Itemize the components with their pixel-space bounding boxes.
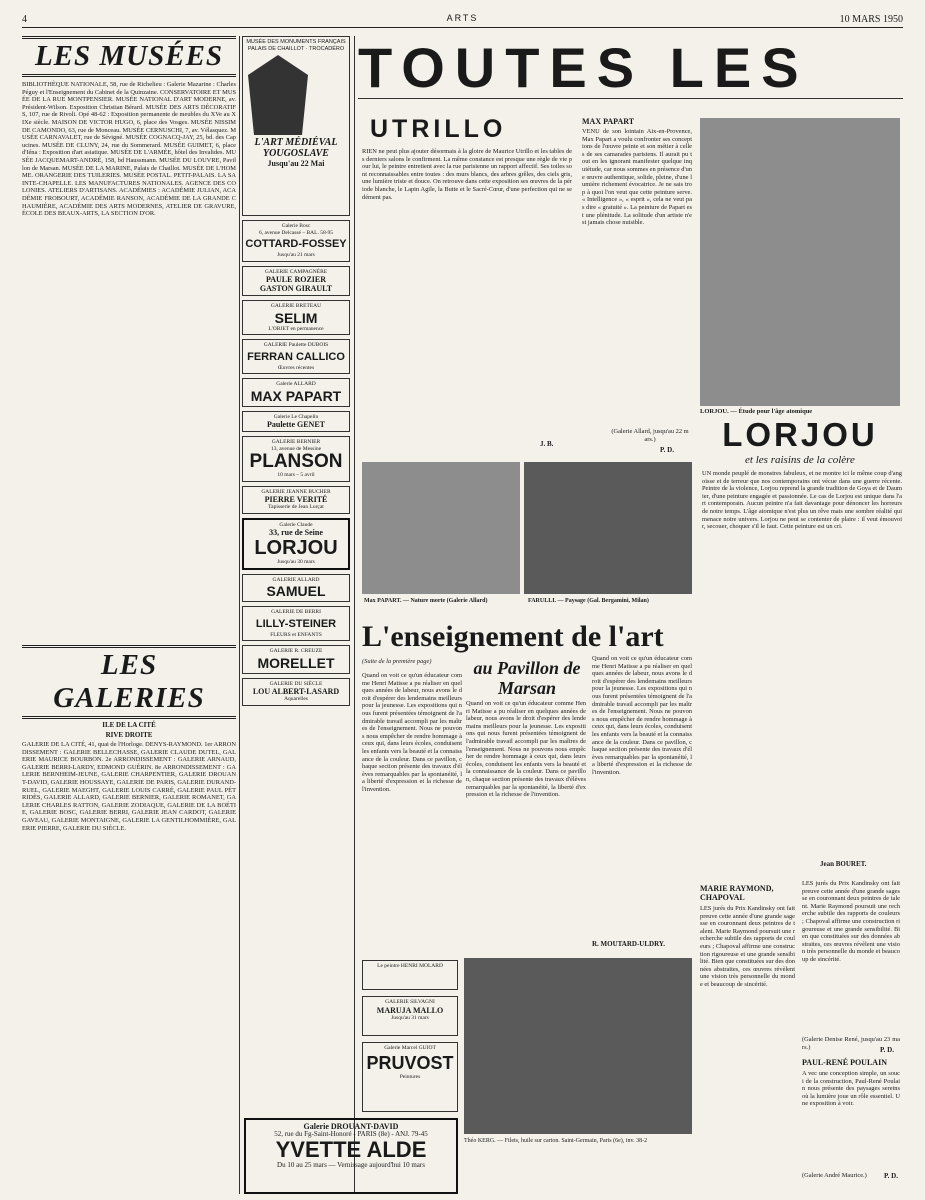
ad-top: GALERIE BRETEAU bbox=[270, 303, 322, 309]
poulain-credit: (Galerie André Maurice.) bbox=[802, 1172, 867, 1179]
page-headline: TOUTES LES bbox=[358, 38, 903, 99]
ad-top: GALERIE BERNIER bbox=[271, 439, 321, 445]
newspaper-title: ARTS bbox=[446, 13, 479, 23]
ad-dates: Œuvres récentes bbox=[277, 364, 315, 371]
ad-dates: Jusqu'au 22 Mai bbox=[267, 159, 325, 168]
ad-artist: COTTARD-FOSSEY bbox=[245, 238, 347, 250]
papart-still-life-image bbox=[362, 462, 520, 594]
enseignement-text-2: Quand on voit ce qu'un éducateur comme Henri Matisse a pu réaliser en quelques années de labeur, nous avons le droit d'espérer des lendemains meilleurs pour la jeunesse. Les expositions qui nous furent présentées témoignent de l'admirable travail accompli par les maîtres de l'enseignement. Nous ne pouvons nous empêcher de rendre hommage à ceux qui, dans leurs écoles, conduisent les enfants vers la beauté et la connaissance de la couleur. Dans ce pavillon, chaque section présente des travaux d'élèves remarquables par la spontanéité, la liberté d'expression et la richesse de l'invention. bbox=[466, 700, 586, 799]
ad-address: 13, avenue de Messine bbox=[270, 445, 322, 452]
ad-top: GALERIE DE BERRI bbox=[271, 609, 321, 615]
enseignement-text-3: Quand on voit ce qu'un éducateur comme Henri Matisse a pu réaliser en quelques années de labeur, nous avons le droit d'espérer des lendemains meilleurs pour la jeunesse. Les expositions qui nous furent présentées témoignent de l'admirable travail accompli par les maîtres de l'enseignement. Nous ne pouvons nous empêcher de rendre hommage à ceux qui, dans leurs écoles, conduisent les enfants vers la beauté et la connaissance de la couleur. Dans ce pavillon, chaque section présente des travaux d'élèves remarquables par la spontanéité, la liberté d'expression et la richesse de l'invention. bbox=[592, 655, 692, 776]
ad-pruvost bbox=[362, 1042, 458, 1112]
issue-date: 10 MARS 1950 bbox=[839, 14, 903, 25]
ad-top: Galerie Bosc bbox=[281, 223, 311, 229]
ad-artist: MAX PAPART bbox=[250, 387, 342, 404]
farulli-landscape-image bbox=[524, 462, 692, 594]
ad-dates: Du 10 au 25 mars — Vernissage aujourd'hui 10 mars bbox=[277, 1160, 425, 1169]
listings-column bbox=[22, 36, 236, 1194]
enseignement-signature: R. MOUTARD-ULDRY. bbox=[592, 940, 666, 948]
ad-top: Galerie Claude bbox=[279, 521, 313, 528]
rive-droite-heading: RIVE DROITE bbox=[105, 731, 153, 739]
ad-artist-2: GASTON GIRAULT bbox=[259, 284, 333, 293]
raymond-signature: P. D. bbox=[880, 1046, 894, 1054]
farulli-caption: FARULLI. — Paysage (Gal. Bergamini, Milan) bbox=[528, 598, 649, 604]
ad-dates: Peintures bbox=[399, 1073, 421, 1080]
ad-selim bbox=[242, 300, 350, 335]
ad-address: 33, rue de Seine bbox=[269, 528, 323, 537]
ad-dates: Aquarelles bbox=[284, 696, 308, 702]
enseignement-title: L'enseignement de l'art bbox=[362, 620, 664, 653]
raymond-text: LES jurés du Prix Kandinsky ont fait preuve cette année d'une grande sagesse en couronnant deux peintres de talent. Marie Raymond poursuit une recherche subtile des rapports de couleurs ; Chapoval affirme une construction rigoureuse et une grande sensibilité. Bien que constituées sur des données abstraites, ces œuvres révèlent une vision très personnelle du monde et beaucoup de sincérité. bbox=[700, 905, 795, 988]
ad-samuel bbox=[242, 574, 350, 603]
galeries-heading: LES GALERIES bbox=[22, 645, 236, 719]
lorjou-text: UN monde peuplé de monstres fabuleux, et ne montre ici le même coup d'angoisse et de terreur que nos contemporains ont vécue dans une guerre récente. Peintre de la violence, Lorjou reprend la grande tradition de Goya et de Daumier, d'une peinture engagée et passionnée. Le cas de Lorjou est unique dans l'art contemporain. Aucun peintre n'a fait davantage pour dénoncer les horreurs de notre temps. L'âge atomique n'est plus un rêve mais une sombre réalité qui menace notre univers. Lorjou ne peut se contenter de plaire : il veut émouvoir, secouer, choquer s'il le faut. Cette peinture est un cri. bbox=[702, 470, 902, 531]
ad-artist: LILLY-STEINER bbox=[255, 617, 337, 630]
ad-dates: Tapisserie de Jean Lurçat bbox=[268, 504, 324, 510]
ad-artist: Paulette GENET bbox=[267, 420, 325, 429]
ad-dates: 10 mars – 5 avril bbox=[277, 472, 315, 478]
ad-title: L'ART MÉDIÉVAL YOUGOSLAVE bbox=[254, 137, 338, 159]
ad-artist: PLANSON bbox=[249, 451, 343, 472]
ad-dates: FLEURS et ENFANTS bbox=[270, 631, 322, 638]
papart-title: MAX PAPART bbox=[582, 117, 635, 126]
poulain-signature: P. D. bbox=[884, 1172, 898, 1180]
musees-listing: BIBLIOTHÈQUE NATIONALE, 58, rue de Richelieu : Galerie Mazarine : Charles Péguy et l'Enseignement du Cabinet de la Quinzaine. CONSERVATOIRE ET MUSÉE DE LA RUE MONTPENSIER. MUSÉE NATIONAL D'ART MODERNE, av. Président-Wilson. Exposition Christian Bérard. MUSÉE DES ARTS DÉCORATIFS, 107, rue de Rivoli. Opé 48-62 : Exposition permanente de meubles du XVe au XIXe siècle. MAISON DE VICTOR HUGO, 6, place des Vosges. MUSÉE NISSIM DE CAMONDO, 63, rue de Monceau. MUSÉE CERNUSCHI, 7, av. Vélasquez. MUSÉE CARNAVALET, rue de Sévigné. MUSÉE COGNACQ-JAY, 25, bd. des Capucines. MUSÉE DE CLUNY, 24, rue du Sommerard. MUSÉE GUIMET, 6, place d'Iéna : Exposition d'art asiatique. MUSÉE DE L'ARMÉE, hôtel des Invalides. MUSÉE JACQUEMART-ANDRÉ, 158, bd Haussmann. MUSÉE DU LOUVRE, Pavillon de Marsan. MUSÉE DE LA MARINE, Palais de Chaillot. MUSÉE DE L'HOMME. ORANGERIE DES TUILERIES. MUSÉE POSTAL. PETIT-PALAIS. LA SAINTE-CHAPELLE. LES MANUFACTURES NATIONALES. AGENCE DES COLONIES. ATELIERS D'ARTISANS. ACADÉMIES : ACADÉMIE JULIAN, ACADÉMIE FROBOURT, ACADÉMIE RANSON, ACADÉMIE DE LA GRANDE CHAUMIÈRE, ACADÉMIE DES ARTS MODERNES, ATELIER DE GRAVURE, ÉCOLE DES BEAUX-ARTS, LA SECTION D'OR. bbox=[22, 81, 236, 218]
ad-top: Galerie Marcel GUIOT bbox=[384, 1045, 436, 1051]
lorjou-caption: LORJOU. — Étude pour l'âge atomique bbox=[700, 408, 813, 415]
ad-lasard bbox=[242, 678, 350, 706]
raymond-credit: (Galerie Denise René, jusqu'au 23 mars.) bbox=[802, 1036, 900, 1051]
lorjou-signature: Jean BOURET. bbox=[820, 860, 867, 868]
ad-artist: LOU ALBERT-LASARD bbox=[252, 687, 340, 696]
utrillo-title: UTRILLO bbox=[370, 115, 507, 143]
lorjou-painting-image bbox=[700, 118, 900, 406]
ad-art-medieval bbox=[242, 36, 350, 216]
ad-lilly bbox=[242, 606, 350, 641]
ad-top: GALERIE JEANNE BUCHER bbox=[261, 488, 331, 495]
enseignement-intro: (Suite de la première page) bbox=[362, 658, 432, 665]
ad-top: GALERIE DU SIÈCLE bbox=[269, 680, 323, 687]
ad-artist: FERRAN CALLICO bbox=[247, 350, 345, 363]
papart-signature: P. D. bbox=[660, 446, 674, 454]
lorjou-subtitle: et les raisins de la colère bbox=[745, 454, 855, 466]
papart-caption: Max PAPART. — Nature morte (Galerie Allard) bbox=[364, 598, 488, 604]
ad-molard bbox=[362, 960, 458, 990]
ad-top: Le peintre HENRI MOLARD bbox=[377, 963, 443, 969]
ad-callico bbox=[242, 339, 350, 374]
ad-genet bbox=[242, 411, 350, 433]
ad-top: GALERIE R. CREUZE bbox=[269, 648, 323, 654]
raymond-title: MARIE RAYMOND, CHAPOVAL bbox=[700, 884, 774, 902]
ad-top: GALERIE SILVAGNI bbox=[385, 999, 435, 1005]
ad-papart bbox=[242, 378, 350, 407]
ad-artist: SAMUEL bbox=[266, 583, 326, 599]
ads-column bbox=[242, 36, 350, 1194]
ad-artist: PAULE ROZIER bbox=[265, 275, 327, 284]
ad-top: GALERIE CAMPAGNÈRE bbox=[264, 268, 328, 275]
kerg-caption: Théo KERG. — Filets, huile sur carton. Saint-Germain, Paris (6e), inv. 38-2 bbox=[464, 1138, 648, 1144]
ad-address: 52, rue du Fg-Saint-Honoré - PARIS (8e) - ANJ. 79-45 bbox=[274, 1130, 428, 1138]
ad-verite bbox=[242, 486, 350, 514]
ad-top: GALERIE Paulette DUBOIS bbox=[263, 342, 329, 348]
ad-top: Galerie Le Chapelin bbox=[273, 413, 319, 420]
ad-artist: YVETTE ALDE bbox=[275, 1136, 427, 1162]
enseignement-text: Quand on voit ce qu'un éducateur comme Henri Matisse a pu réaliser en quelques années de labeur, nous avons le droit d'espérer des lendemains meilleurs pour la jeunesse. Les expositions qui nous furent présentées témoignent de l'admirable travail accompli par les maîtres de l'enseignement. Nous ne pouvons nous empêcher de rendre hommage à ceux qui, dans leurs écoles, conduisent les enfants vers la beauté et la connaissance de la couleur. Dans ce pavillon, chaque section présente des travaux d'élèves remarquables par la spontanéité, la liberté d'expression et la richesse de l'invention. bbox=[362, 672, 462, 793]
ad-top: Galerie DROUANT-DAVID bbox=[303, 1122, 399, 1131]
ad-artist: MARUJA MALLO bbox=[376, 1005, 444, 1015]
page-number: 4 bbox=[22, 14, 27, 25]
ad-artist: PIERRE VERITÉ bbox=[264, 495, 328, 504]
utrillo-signature: J. B. bbox=[540, 440, 554, 448]
ad-mallo bbox=[362, 996, 458, 1036]
ad-top: Galerie ALLARD bbox=[276, 381, 316, 387]
papart-text: VENU de son lointain Aix-en-Provence, Max Papart a voulu confronter ses conceptions de l'œuvre peinte et son métier à celles de ses camarades parisiens. Il aurait pu tout en les ignorant manifester quelque inquiétude, car nous sommes en présence d'une œuvre authentique, solide, pleine, d'une lumière richement évocatrice. Je ne sais trop à quoi l'on veut que cette peinture serve. « Intelligence », « esprit », cela ne veut pas dire « gratuité ». La peinture de Papart est une plénitude. La solitude d'un artiste n'est jamais chose nuisible. bbox=[582, 128, 692, 227]
ad-rozier bbox=[242, 266, 350, 297]
ad-cottard bbox=[242, 220, 350, 262]
poulain-title: PAUL-RENÉ POULAIN bbox=[802, 1058, 887, 1067]
ad-planson bbox=[242, 436, 350, 482]
ad-alde bbox=[244, 1118, 458, 1194]
ad-artist: SELIM bbox=[274, 309, 318, 326]
ile-heading: ILE DE LA CITÉ bbox=[102, 721, 156, 729]
ad-address: 6, avenue Delcassé – BAL. 58-95 bbox=[258, 229, 334, 236]
medieval-figure-image bbox=[248, 55, 308, 135]
galeries-listing: GALERIE DE LA CITÉ, 41, quai de l'Horloge. DENYS-RAYMOND. 1er ARRONDISSEMENT : GALERIE BELLECHASSE, GALERIE CLAUDE DUTEL, GALERIE MAURICE BOURBON. 2e ARRONDISSEMENT : GALERIE ARNAUD, GALERIE BERRI-LARDY, EDMOND GUÉRIN. 8e ARRONDISSEMENT : GALERIE BERNHEIM-JEUNE, GALERIE CHARPENTIER, GALERIE DROUANT-DAVID, GALERIE HOUSSAYE, GALERIE DE PARIS, GALERIE DURAND-RUEL, GALERIE MAEGHT, GALERIE LOUIS CARRÉ, GALERIE PAUL PÉTRIDÈS, GALERIE ALLARD, GALERIE BERNIER, GALERIE ROMANET, GALERIE CHARLES RATTON, GALERIE ZODIAQUE, GALERIE DE LA BOÉTIE, GALERIE BOSC, GALERIE BERRI, GALERIE JEAN CARDOT, GALERIE GAVEAU, GALERIE MONTAIGNE, GALERIE LA GENTILHOMMIÈRE, GALERIE PIERRE, GALERIE DU SIÈCLE. bbox=[22, 741, 236, 832]
ad-artist: MORELLET bbox=[257, 654, 335, 671]
ad-artist: PRUVOST bbox=[366, 1052, 454, 1073]
kerg-painting-image bbox=[464, 958, 692, 1134]
ad-dates: Jusqu'au 31 mars bbox=[391, 1014, 429, 1021]
raymond-text-2: LES jurés du Prix Kandinsky ont fait preuve cette année d'une grande sagesse en couronnant deux peintres de talent. Marie Raymond poursuit une recherche subtile des rapports de couleurs ; Chapoval affirme une construction rigoureuse et une grande sensibilité. Bien que constituées sur des données abstraites, ces œuvres révèlent une vision très personnelle du monde et beaucoup de sincérité. bbox=[802, 880, 900, 963]
ad-artist: LORJOU bbox=[254, 537, 338, 559]
lorjou-title: LORJOU bbox=[722, 416, 878, 453]
poulain-text: A vec une conception simple, un souci de la construction, Paul-René Poulain nous présente des paysages sereins où la lumière joue un rôle essentiel. Une exposition à voir. bbox=[802, 1070, 900, 1108]
ad-top: GALERIE ALLARD bbox=[272, 576, 320, 583]
enseignement-subtitle: au Pavillon de Marsan bbox=[473, 658, 581, 698]
ad-dates: L'OBJET en permanence bbox=[268, 325, 324, 332]
ad-lorjou bbox=[242, 518, 350, 570]
papart-credit: (Galerie Allard, jusqu'au 22 mars.) bbox=[611, 428, 689, 443]
page-header bbox=[22, 12, 903, 28]
ad-top: MUSÉE DES MONUMENTS FRANÇAIS PALAIS DE CHAILLOT · TROCADÉRO bbox=[246, 39, 346, 52]
musees-heading: LES MUSÉES bbox=[22, 36, 236, 77]
utrillo-text: RIEN ne peut plus ajouter désormais à la gloire de Maurice Utrillo et les tables des derniers salons le confirment. La même constance est presque une règle de vie pour lui, le peintre entretient avec la rue parisienne un rapport affectif. Ses toiles sont reconnaissables entre toutes : des murs blancs, des arbres grêles, des ciels gris, une lumière triste et douce. On retrouve dans cette exposition ses œuvres de la période blanche, le Lapin Agile, la Butte et le Sacré-Cœur, d'une perfection qui ne se dément pas. bbox=[362, 148, 572, 201]
ad-morellet bbox=[242, 645, 350, 674]
ad-dates: Jusqu'au 21 mars bbox=[277, 252, 315, 258]
ad-dates: Jusqu'au 30 mars bbox=[277, 559, 315, 565]
